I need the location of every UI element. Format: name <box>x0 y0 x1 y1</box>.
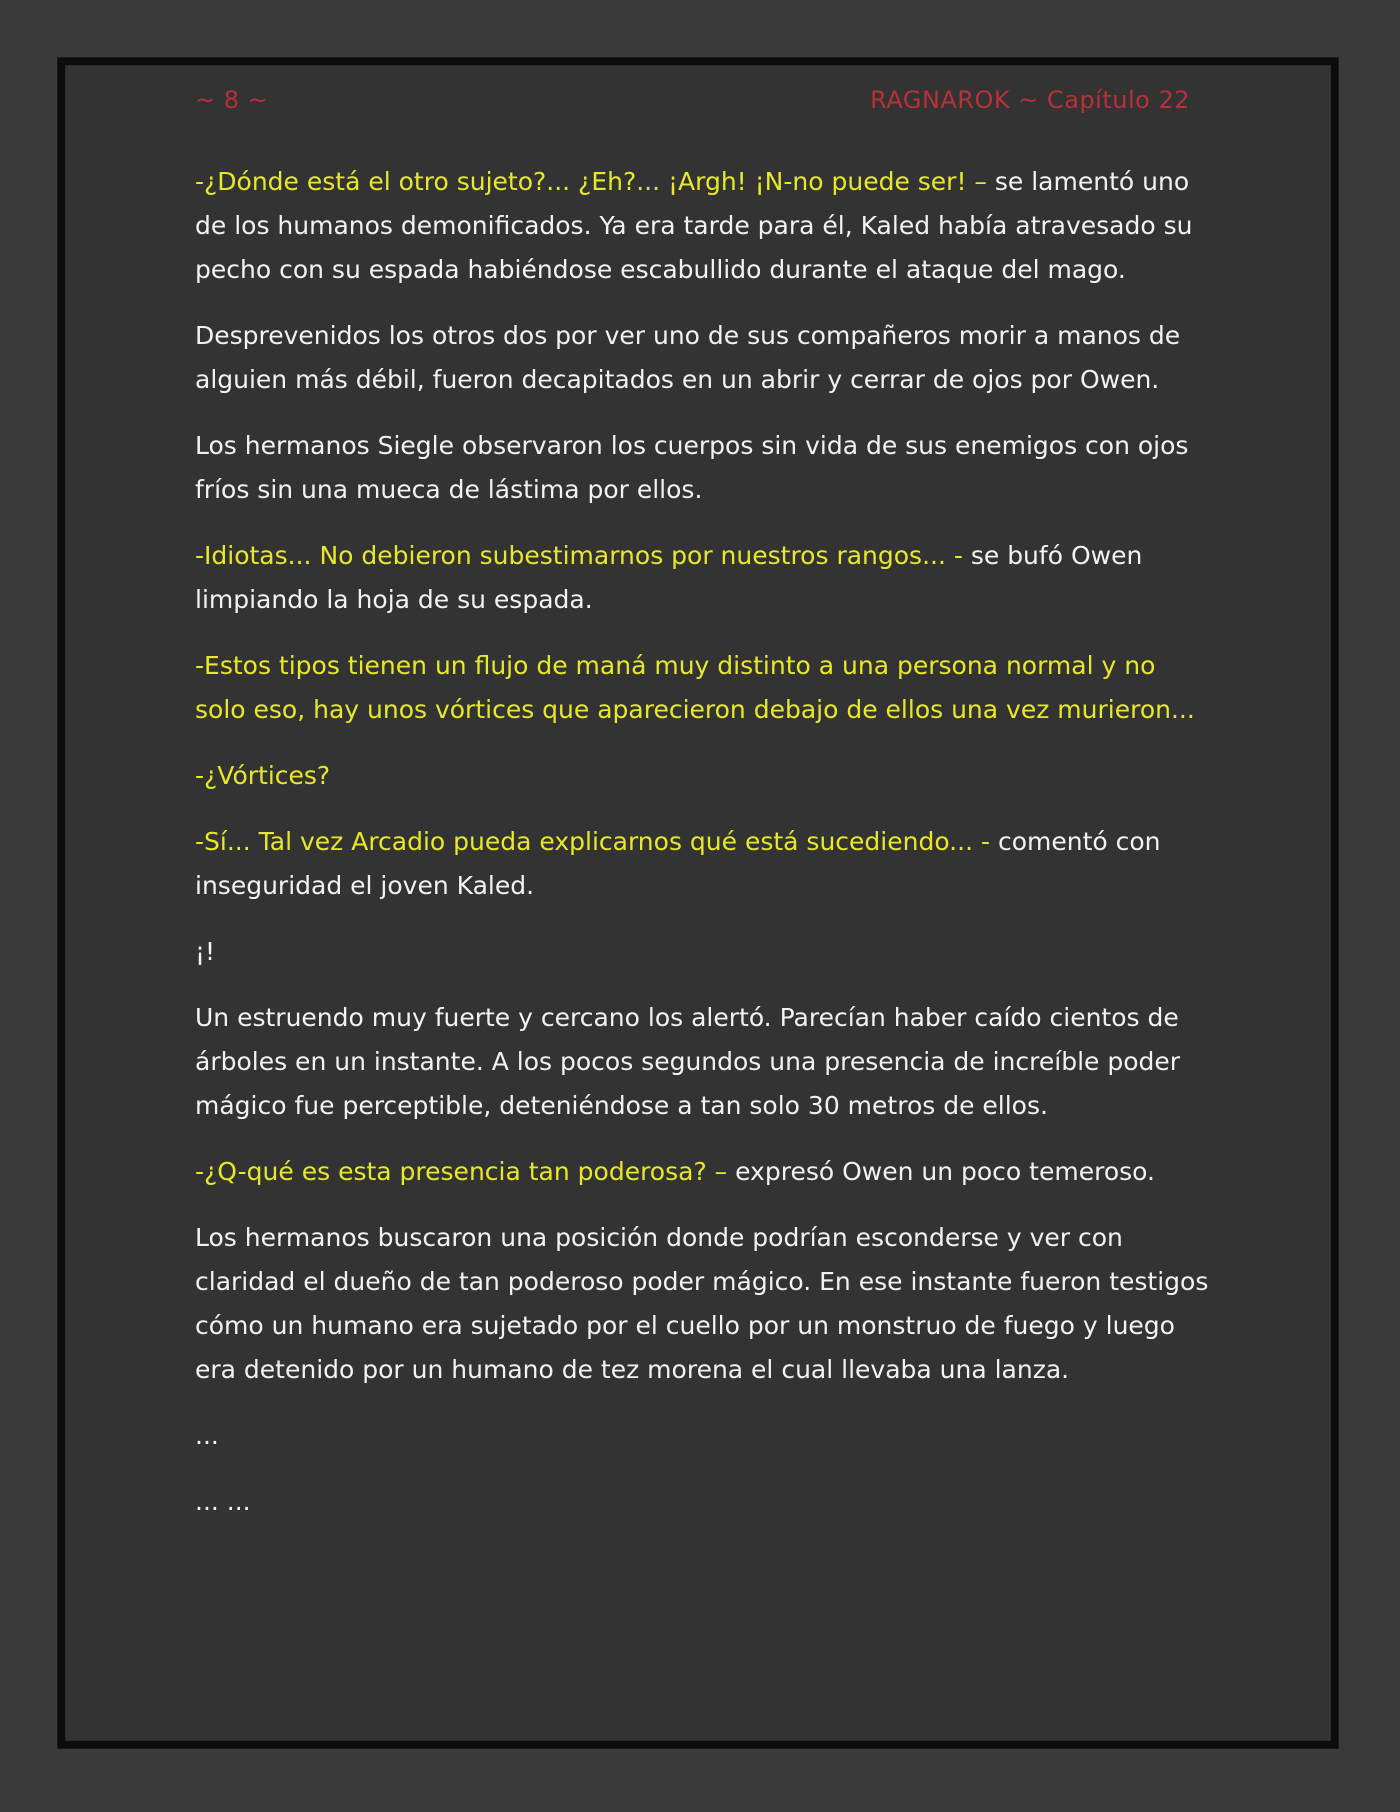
narration-text: expresó Owen un poco temeroso. <box>727 1157 1155 1186</box>
narration-text: ¡! <box>195 937 216 966</box>
page-number: ~ 8 ~ <box>195 86 269 114</box>
paragraph <box>195 1480 1210 1524</box>
dialogue-text: -Idiotas... No debieron subestimarnos por nuestros rangos... - <box>195 541 963 570</box>
dialogue-text: -¿Vórtices? <box>195 761 331 790</box>
dialogue-text: -Estos tipos tienen un flujo de maná muy distinto a una persona normal y no solo eso, hay unos vórtices que aparecieron debajo de ellos una vez murieron... <box>195 651 1195 724</box>
narration-text: Los hermanos Siegle observaron los cuerpos sin vida de sus enemigos con ojos fríos sin una mueca de lástima por ellos. <box>195 431 1189 504</box>
narration-text: Un estruendo muy fuerte y cercano los alertó. Parecían haber caído cientos de árboles en un instante. A los pocos segundos una presencia de increíble poder mágico fue perceptible, deteniéndose a tan solo 30 metros de ellos. <box>195 1003 1181 1120</box>
chapter-title: RAGNAROK ~ Capítulo 22 <box>870 86 1190 114</box>
narration-text: ... <box>195 1421 219 1450</box>
paragraph <box>195 534 1210 622</box>
paragraph <box>195 424 1210 512</box>
narration-text: Los hermanos buscaron una posición donde podrían esconderse y ver con claridad el dueño de tan poderoso poder mágico. En ese instante fueron testigos cómo un humano era sujetado por el cuello por un monstruo de fuego y luego era detenido por un humano de tez morena el cual llevaba una lanza. <box>195 1223 1209 1384</box>
paragraph <box>195 820 1210 908</box>
paragraph <box>195 160 1210 292</box>
dialogue-text: -Sí... Tal vez Arcadio pueda explicarnos qué está sucediendo... - <box>195 827 990 856</box>
paragraph <box>195 1414 1210 1458</box>
paragraph <box>195 996 1210 1128</box>
paragraph <box>195 754 1210 798</box>
narration-text: ... ... <box>195 1487 251 1516</box>
narration-text: se bufó Owen limpiando la hoja de su espada. <box>195 541 1143 614</box>
narration-text: Desprevenidos los otros dos por ver uno de sus compañeros morir a manos de alguien más débil, fueron decapitados en un abrir y cerrar de ojos por Owen. <box>195 321 1181 394</box>
narration-text: comentó con inseguridad el joven Kaled. <box>195 827 1161 900</box>
page-header <box>195 86 1190 120</box>
paragraph <box>195 930 1210 974</box>
dialogue-text: -¿Dónde está el otro sujeto?... ¿Eh?... ¡Argh! ¡N-no puede ser! – <box>195 167 987 196</box>
narration-text: se lamentó uno de los humanos demonificados. Ya era tarde para él, Kaled había atravesado su pecho con su espada habiéndose escabullido durante el ataque del mago. <box>195 167 1193 284</box>
page-body <box>195 160 1210 1546</box>
paragraph <box>195 314 1210 402</box>
dialogue-text: -¿Q-qué es esta presencia tan poderosa? – <box>195 1157 728 1186</box>
paragraph <box>195 644 1210 732</box>
paragraph <box>195 1150 1210 1194</box>
paragraph <box>195 1216 1210 1392</box>
